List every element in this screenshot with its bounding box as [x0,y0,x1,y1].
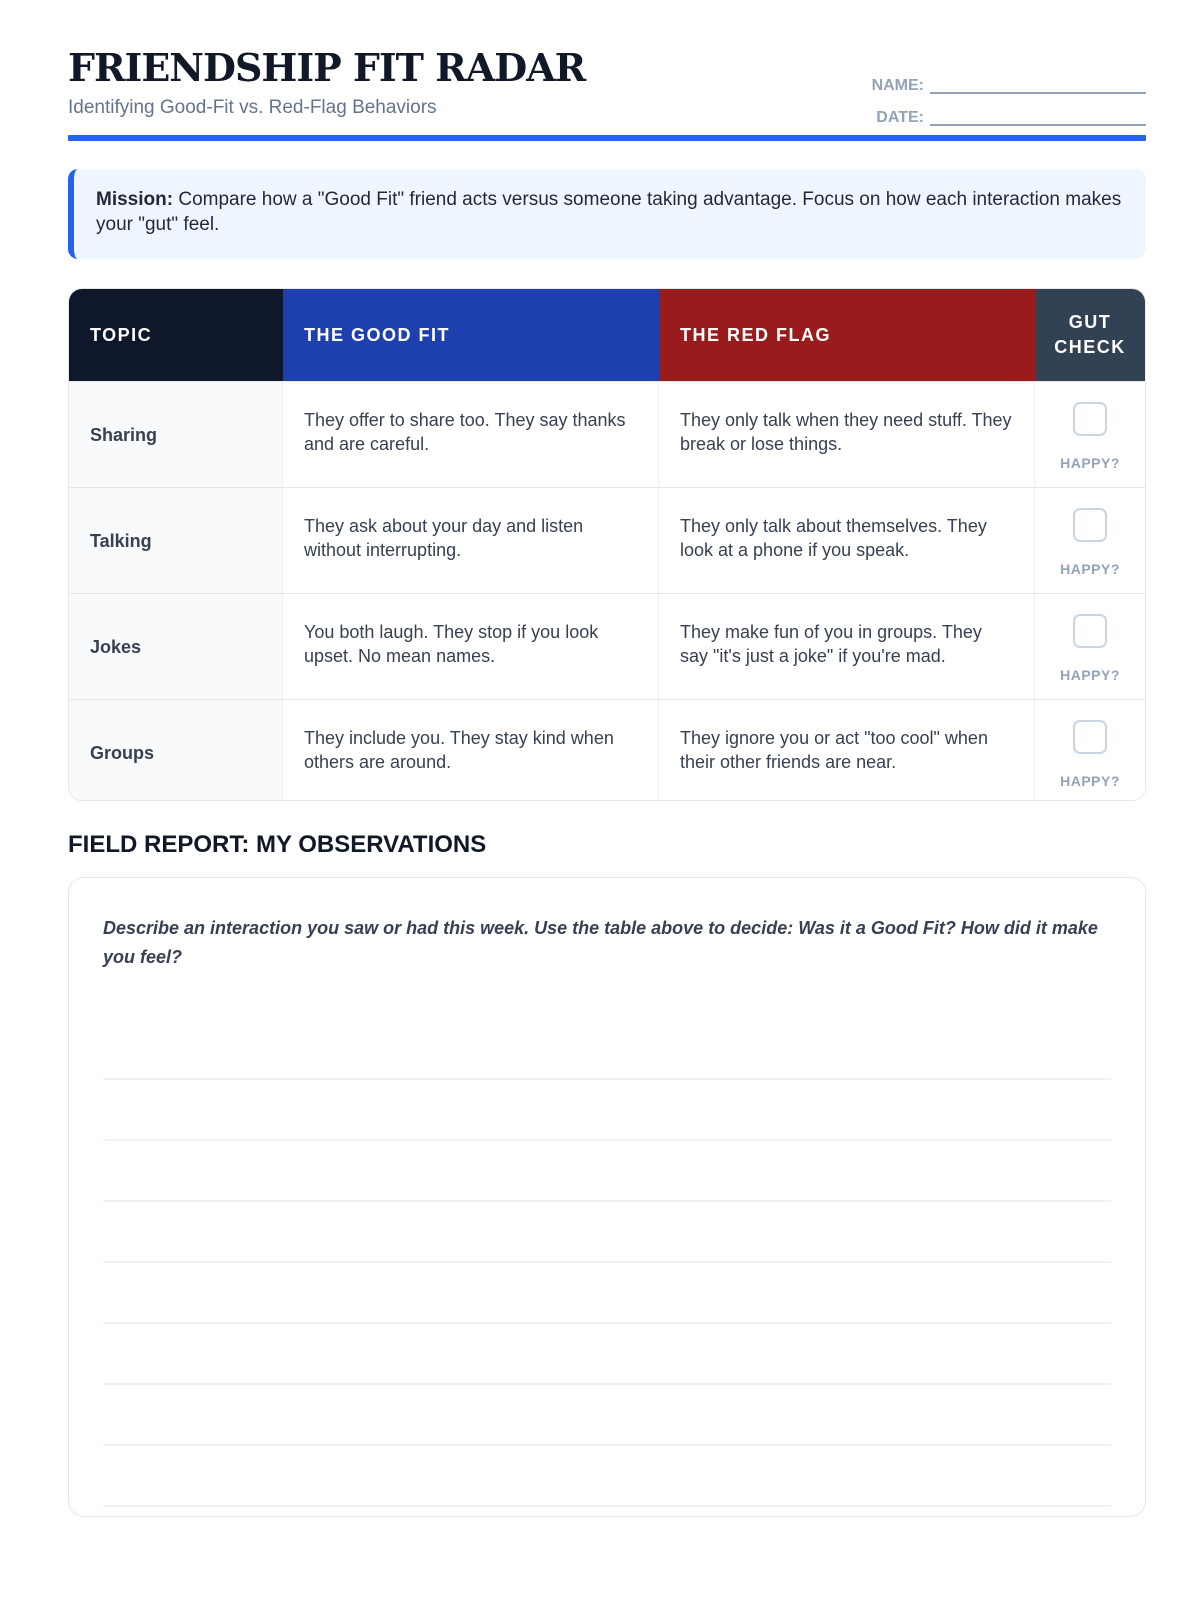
writing-line[interactable] [103,1385,1111,1446]
topic-cell: Talking [69,488,283,593]
table-row [69,593,1145,699]
topic-cell: Sharing [69,382,283,487]
table-row [69,381,1145,487]
field-report-box [68,877,1146,1517]
gut-check-cell [1035,700,1145,801]
writing-line[interactable] [103,1019,1111,1080]
topic-cell: Jokes [69,594,283,699]
mission-label: Mission: [96,189,174,210]
happy-label: HAPPY? [1060,773,1120,789]
mission-box [68,169,1146,259]
header-red-flag: THE RED FLAG [659,289,1035,381]
red-flag-cell: They ignore you or act "too cool" when their other friends are near. [659,700,1035,801]
good-fit-cell: You both laugh. They stop if you look upset. No mean names. [283,594,659,699]
red-flag-cell: They only talk about themselves. They look at a phone if you speak. [659,488,1035,593]
worksheet-page [68,0,1146,1600]
red-flag-cell: They make fun of you in groups. They say "it's just a joke" if you're mad. [659,594,1035,699]
table-row [69,487,1145,593]
header-divider [68,135,1146,141]
name-field [846,64,1146,96]
header-topic: TOPIC [69,289,283,381]
date-field [846,96,1146,128]
happy-checkbox[interactable] [1073,402,1107,436]
writing-line[interactable] [103,1263,1111,1324]
name-label: NAME: [871,77,924,94]
writing-line[interactable] [103,1080,1111,1141]
gut-check-cell [1035,488,1145,593]
name-input-line[interactable] [930,78,1146,94]
date-label: DATE: [876,109,924,126]
happy-label: HAPPY? [1060,455,1120,471]
writing-line[interactable] [103,1446,1111,1507]
student-info-fields [846,64,1146,128]
field-report-prompt: Describe an interaction you saw or had this week. Use the table above to decide: Was it a Good Fit? How did it make you feel? [103,918,1098,967]
topic-cell: Groups [69,700,283,801]
page-title: FRIENDSHIP FIT RADAR [68,45,586,90]
good-fit-cell: They ask about your day and listen without interrupting. [283,488,659,593]
writing-area[interactable] [103,1019,1111,1507]
good-fit-cell: They offer to share too. They say thanks and are careful. [283,382,659,487]
gut-check-cell [1035,594,1145,699]
field-report-title: FIELD REPORT: MY OBSERVATIONS [68,831,487,858]
happy-checkbox[interactable] [1073,720,1107,754]
behavior-table [68,288,1146,801]
red-flag-cell: They only talk when they need stuff. They break or lose things. [659,382,1035,487]
worksheet-header [68,46,1146,142]
happy-label: HAPPY? [1060,667,1120,683]
writing-line[interactable] [103,1324,1111,1385]
writing-line[interactable] [103,1202,1111,1263]
happy-checkbox[interactable] [1073,614,1107,648]
mission-text: Compare how a "Good Fit" friend acts versus someone taking advantage. Focus on how each interaction makes your "gut" feel. [96,189,1122,235]
header-gut-check: GUT CHECK [1035,289,1145,381]
writing-line[interactable] [103,1141,1111,1202]
gut-check-cell [1035,382,1145,487]
table-row [69,699,1145,801]
date-input-line[interactable] [930,110,1146,126]
happy-label: HAPPY? [1060,561,1120,577]
good-fit-cell: They include you. They stay kind when others are around. [283,700,659,801]
page-subtitle: Identifying Good-Fit vs. Red-Flag Behaviors [68,97,437,118]
happy-checkbox[interactable] [1073,508,1107,542]
header-good-fit: THE GOOD FIT [283,289,659,381]
table-header [69,289,1145,381]
